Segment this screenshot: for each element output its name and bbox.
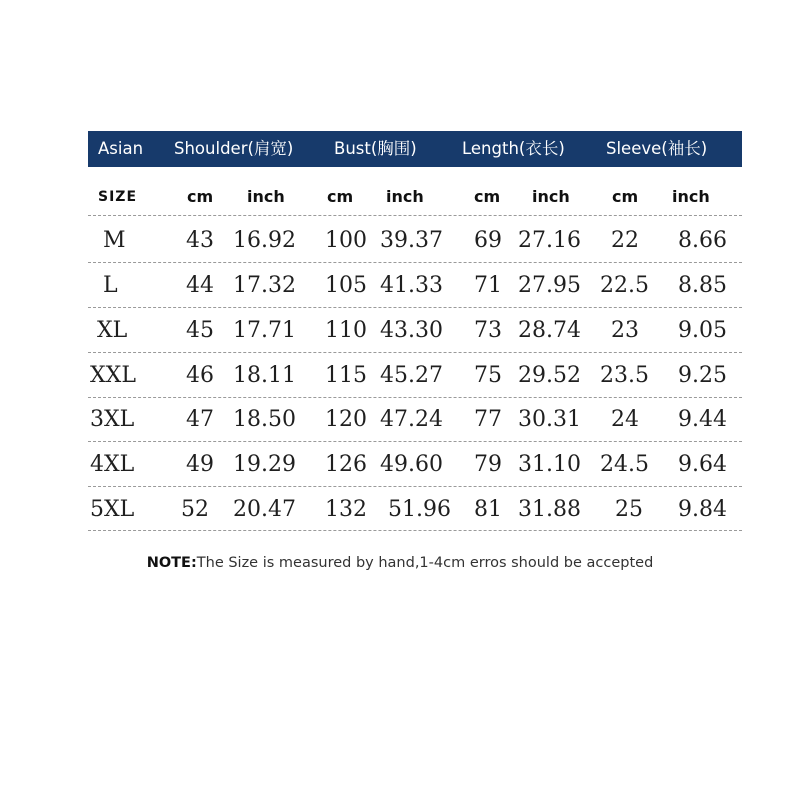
sleeve-inch-cell: 9.44	[678, 407, 727, 432]
bust-cm-cell: 120	[325, 407, 367, 432]
sleeve-cm-cell: 25	[615, 497, 643, 522]
table-header-bar	[88, 131, 742, 167]
table-row	[0, 446, 800, 484]
bust-inch-cell: 39.37	[380, 228, 443, 253]
shoulder-cm-cell: 45	[186, 318, 214, 343]
table-row	[0, 491, 800, 529]
divider	[88, 441, 742, 442]
bust-cm-cell: 126	[325, 452, 367, 477]
note-text: The Size is measured by hand,1-4cm erros should be accepted	[196, 555, 654, 571]
measurement-note	[0, 555, 800, 571]
bust-cm-cell: 115	[325, 363, 367, 388]
divider	[88, 397, 742, 398]
unit-sleeve-cm: cm	[612, 187, 639, 206]
length-inch-cell: 27.16	[518, 228, 581, 253]
divider	[88, 262, 742, 263]
table-row	[0, 267, 800, 305]
size-cell: 4XL	[90, 452, 135, 477]
bust-inch-cell: 45.27	[380, 363, 443, 388]
unit-sleeve-inch: inch	[672, 187, 710, 206]
table-row	[0, 401, 800, 439]
table-row	[0, 357, 800, 395]
shoulder-inch-cell: 18.50	[233, 407, 296, 432]
shoulder-cm-cell: 47	[186, 407, 214, 432]
shoulder-inch-cell: 20.47	[233, 497, 296, 522]
table-row	[0, 222, 800, 260]
shoulder-inch-cell: 17.71	[233, 318, 296, 343]
length-cm-cell: 71	[474, 273, 502, 298]
sleeve-cm-cell: 23	[611, 318, 639, 343]
unit-length-inch: inch	[532, 187, 570, 206]
size-cell: XL	[97, 318, 128, 343]
length-cm-cell: 69	[474, 228, 502, 253]
unit-length-cm: cm	[474, 187, 501, 206]
unit-size-label: SIZE	[98, 189, 138, 205]
bust-cm-cell: 105	[325, 273, 367, 298]
sleeve-inch-cell: 9.64	[678, 452, 727, 477]
length-cm-cell: 77	[474, 407, 502, 432]
size-cell: L	[103, 273, 118, 298]
unit-bust-inch: inch	[386, 187, 424, 206]
shoulder-cm-cell: 49	[186, 452, 214, 477]
shoulder-inch-cell: 17.32	[233, 273, 296, 298]
size-cell: M	[103, 228, 126, 253]
length-inch-cell: 31.88	[518, 497, 581, 522]
sleeve-inch-cell: 9.84	[678, 497, 727, 522]
table-row	[0, 312, 800, 350]
sleeve-inch-cell: 9.25	[678, 363, 727, 388]
note-label: NOTE:	[146, 555, 197, 571]
size-cell: 5XL	[90, 497, 135, 522]
sleeve-cm-cell: 23.5	[600, 363, 649, 388]
sleeve-cm-cell: 24	[611, 407, 639, 432]
length-inch-cell: 27.95	[518, 273, 581, 298]
length-cm-cell: 75	[474, 363, 502, 388]
shoulder-inch-cell: 16.92	[233, 228, 296, 253]
sleeve-inch-cell: 9.05	[678, 318, 727, 343]
bust-cm-cell: 100	[325, 228, 367, 253]
length-inch-cell: 29.52	[518, 363, 581, 388]
divider	[88, 486, 742, 487]
shoulder-cm-cell: 43	[186, 228, 214, 253]
sleeve-inch-cell: 8.66	[678, 228, 727, 253]
header-sleeve: Sleeve(袖长)	[606, 139, 708, 158]
header-shoulder: Shoulder(肩宽)	[174, 139, 294, 158]
bust-cm-cell: 110	[325, 318, 367, 343]
size-cell: 3XL	[90, 407, 135, 432]
sleeve-inch-cell: 8.85	[678, 273, 727, 298]
divider	[88, 215, 742, 216]
bust-inch-cell: 49.60	[380, 452, 443, 477]
divider	[88, 307, 742, 308]
divider	[88, 530, 742, 531]
shoulder-cm-cell: 52	[181, 497, 209, 522]
length-cm-cell: 79	[474, 452, 502, 477]
length-cm-cell: 81	[474, 497, 502, 522]
shoulder-cm-cell: 44	[186, 273, 214, 298]
divider	[88, 352, 742, 353]
unit-shoulder-inch: inch	[247, 187, 285, 206]
bust-cm-cell: 132	[325, 497, 367, 522]
length-inch-cell: 30.31	[518, 407, 581, 432]
length-cm-cell: 73	[474, 318, 502, 343]
shoulder-inch-cell: 18.11	[233, 363, 296, 388]
sleeve-cm-cell: 24.5	[600, 452, 649, 477]
bust-inch-cell: 41.33	[380, 273, 443, 298]
bust-inch-cell: 51.96	[388, 497, 451, 522]
header-bust: Bust(胸围)	[334, 139, 417, 158]
sleeve-cm-cell: 22	[611, 228, 639, 253]
length-inch-cell: 28.74	[518, 318, 581, 343]
size-cell: XXL	[90, 363, 136, 388]
header-length: Length(衣长)	[462, 139, 565, 158]
shoulder-inch-cell: 19.29	[233, 452, 296, 477]
unit-shoulder-cm: cm	[187, 187, 214, 206]
unit-bust-cm: cm	[327, 187, 354, 206]
shoulder-cm-cell: 46	[186, 363, 214, 388]
sleeve-cm-cell: 22.5	[600, 273, 649, 298]
header-asian: Asian	[98, 139, 144, 158]
length-inch-cell: 31.10	[518, 452, 581, 477]
bust-inch-cell: 43.30	[380, 318, 443, 343]
bust-inch-cell: 47.24	[380, 407, 443, 432]
